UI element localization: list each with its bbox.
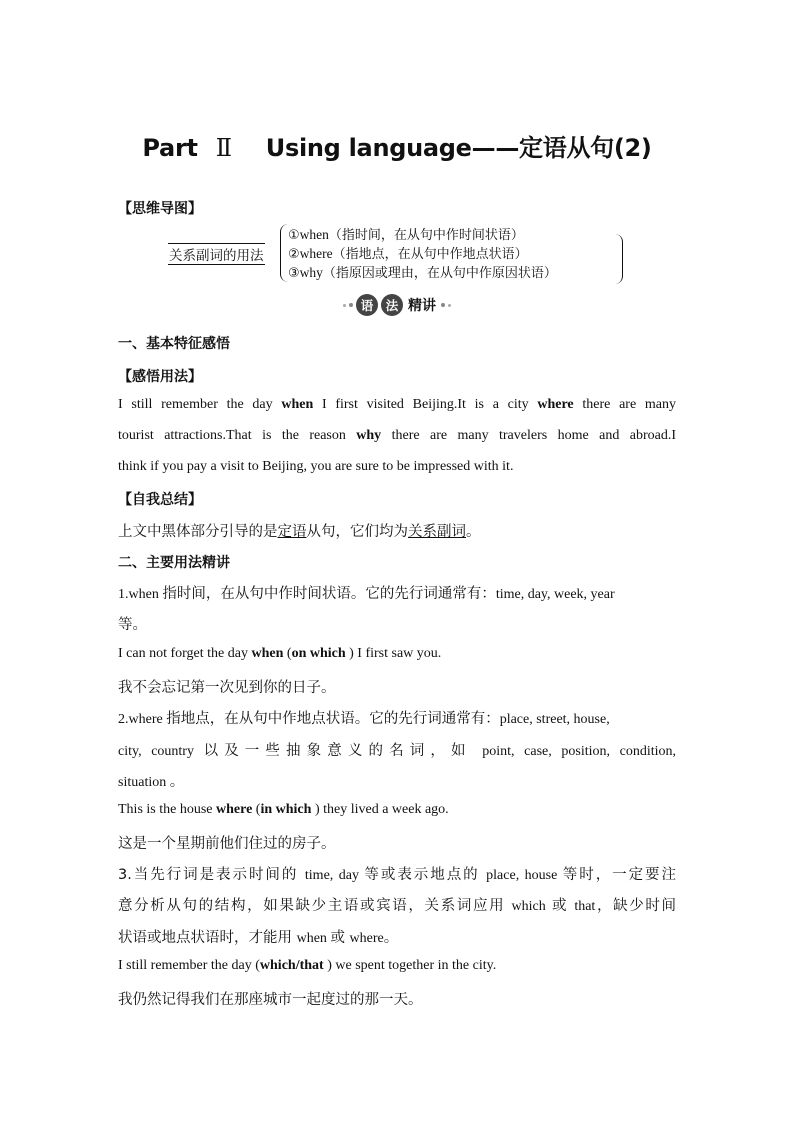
title-main: Using language——定语从句(2) [265, 134, 652, 162]
badge-circle: 法 [381, 294, 403, 316]
section-badge [0, 294, 794, 316]
subsection-heading: 【自我总结】 [118, 492, 202, 508]
rule-line: 状语或地点状语时，才能用 when 或 where。 [118, 930, 399, 946]
dot-icon [448, 304, 451, 307]
mind-map-label: 关系副词的用法 [168, 243, 265, 265]
mind-map-item: ③why（指原因或理由，在从句中作原因状语） [288, 265, 557, 281]
dot-icon [343, 304, 346, 307]
paragraph-line: I still remember the day when I first visited Beijing.It is a city where there are many [118, 397, 676, 412]
paragraph-line: tourist attractions.That is the reason why there are many travelers home and abroad.I [118, 428, 676, 443]
summary-line: 上文中黑体部分引导的是定语从句，它们均为关系副词。 [118, 524, 481, 540]
rule-line: 1.when 指时间，在从句中作时间状语。它的先行词通常有：time, day, week, year [118, 586, 615, 602]
section-heading: 一、基本特征感悟 [118, 336, 230, 352]
mind-map-heading: 【思维导图】 [118, 201, 202, 217]
translation-line: 我不会忘记第一次见到你的日子。 [118, 680, 336, 696]
example-line: I can not forget the day when (on which ) I first saw you. [118, 646, 442, 661]
rule-line: 2.where 指地点，在从句中作地点状语。它的先行词通常有：place, street, house, [118, 711, 610, 727]
rule-line: 等。 [118, 617, 147, 633]
title-part: Part [142, 134, 198, 162]
subsection-heading: 【感悟用法】 [118, 369, 202, 385]
mind-map-item: ②where（指地点，在从句中作地点状语） [288, 246, 528, 262]
page-title [0, 128, 794, 163]
rule-line: 3.当先行词是表示时间的 time, day 等或表示地点的 place, house 等时，一定要注 [118, 867, 677, 883]
section-heading: 二、主要用法精讲 [118, 555, 230, 571]
title-roman-numeral: Ⅱ [215, 134, 232, 162]
example-line: This is the house where (in which ) they lived a week ago. [118, 802, 449, 817]
example-line: I still remember the day (which/that ) we spent together in the city. [118, 958, 497, 973]
paragraph-line: think if you pay a visit to Beijing, you are sure to be impressed with it. [118, 459, 514, 474]
badge-circle: 语 [356, 294, 378, 316]
rule-line: 意分析从句的结构，如果缺少主语或宾语，关系词应用 which 或 that，缺少时间 [118, 898, 677, 914]
dot-icon [441, 303, 445, 307]
badge-text: 精讲 [408, 298, 436, 314]
rule-line: city, country 以及一些抽象意义的名词，如 point, case, position, condition, [118, 743, 676, 759]
mind-map-item: ①when（指时间，在从句中作时间状语） [288, 227, 524, 243]
right-brace-icon [612, 234, 623, 284]
translation-line: 这是一个星期前他们住过的房子。 [118, 836, 336, 852]
rule-line: situation 。 [118, 774, 185, 790]
translation-line: 我仍然记得我们在那座城市一起度过的那一天。 [118, 992, 423, 1008]
dot-icon [349, 303, 353, 307]
